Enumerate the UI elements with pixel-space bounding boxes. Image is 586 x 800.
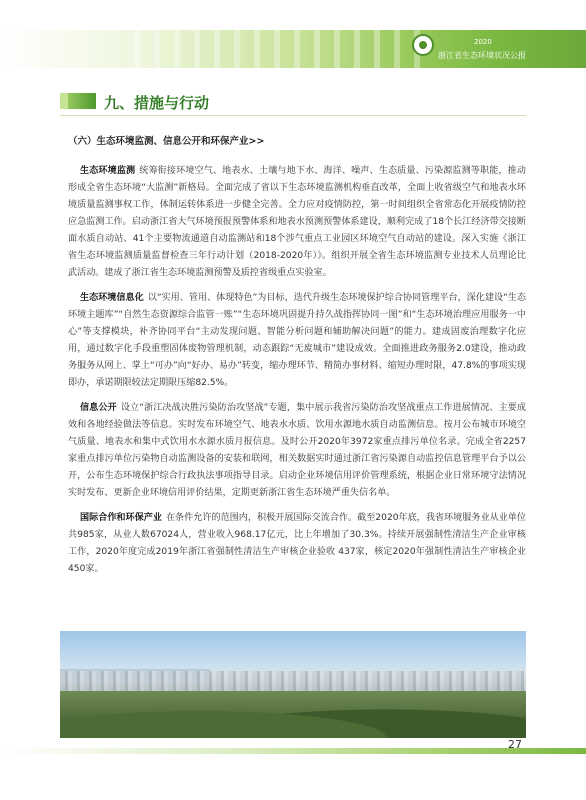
section-divider bbox=[60, 115, 526, 116]
paragraph-text: 统筹衔接环境空气、地表水、土壤与地下水、海洋、噪声、生态质量、污染源监测等职能，推动形成全省生态环境“大监测”新格局。全面完成了省以下生态环境监测机构垂直改革，全面上收省级空气和地表水环境质量监测事权工作，体制运转体系进一步健全完善。全力应对疫情防控，第一时间组织全省常态化开展疫情防控应急监测工作。启动浙江省大气环境预报预警体系和地表水预测预警体系建设，顺利完成了18个长江经济带交接断面水质自动站、41个主要物流通道自动监测站和18个涉气重点工业园区环境空气自动站的建设。深入实施《浙江省生态环境监测质量监督检查三年行动计划（2018-2020年）》。组织开展全省生态环境监测专业技术人员理论比武活动。建成了浙江省生态环境监测预警及质控省级重点实验室。 bbox=[68, 166, 526, 278]
paragraph-informatization bbox=[68, 290, 526, 392]
section-title: 九、措施与行动 bbox=[104, 94, 210, 112]
paragraph-text: 设立“浙江决战决胜污染防治攻坚战”专题，集中展示我省污染防治攻坚战重点工作进展情况、主要成效和各地经验做法等信息。实时发布环境空气、地表水水质、饮用水源地水质自动监测信息。按月公布城市环境空气质量、地表水和集中式饮用水水源水质月报信息。及时公开2020年3972家重点排污单位名录。完成全省2257家重点排污单位污染物自动监测设备的安装和联网，相关数据实时通过浙江省污染源自动监控信息管理平台予以公开，公布生态环境保护综合行政执法事项指导目录。启动企业环境信用评价管理系统，根据企业日常环境守法情况实时发布、更新企业环境信用评价结果，定期更新浙江省生态环境严重失信名单。 bbox=[68, 403, 526, 498]
photo-hills bbox=[60, 691, 526, 738]
section-title-bar bbox=[60, 93, 96, 109]
paragraph-text: 在条件允许的范围内，积极开展国际交流合作。截至2020年底，我省环境服务业从业单位共985家，从业人数67024人，营业收入968.17亿元，比上年增加了30.3%。持续开展强制性清洁生产企业审核工作，2020年度完成2019年浙江省强制性清洁生产审核企业验收 437家，核定2020年强制性清洁生产审核企业450家。 bbox=[68, 513, 526, 574]
paragraph-cooperation bbox=[68, 510, 526, 578]
paragraph-text: 以“实用、管用、体现特色”为目标，迭代升级生态环境保护综合协同管理平台，深化建设“生态环境主题库”“自然生态资源综合监管一账”“生态环境巩固提升持久战指挥协同一图”和“生态环境治理应用服务一中心”等支撑模块，补齐协同平台“主动发现问题、智能分析问题和辅助解决问题”的能力。建成固废治理数字化应用，通过数字化手段重塑固体废物管理机制，动态跟踪“无废城市”建设成效。全面推进政务服务2.0建设，推动政务服务从网上、掌上“可办”向“好办、易办”转变，缩办理环节、精简办事材料、缩短办理时限，47.8%的事项实现即办，承诺期限较法定期限压缩82.5%。 bbox=[68, 293, 526, 388]
subsection-title: （六）生态环境监测、信息公开和环保产业>> bbox=[68, 136, 265, 147]
paragraph-lead: 信息公开 bbox=[80, 403, 117, 413]
header-report-title: 浙江省生态环境状况公报 bbox=[438, 51, 526, 60]
body-text bbox=[68, 163, 526, 586]
page-number: 27 bbox=[508, 738, 522, 751]
footer-band bbox=[0, 748, 586, 754]
paragraph-disclosure bbox=[68, 400, 526, 502]
paragraph-lead: 生态环境监测 bbox=[80, 166, 136, 176]
city-landscape-photo bbox=[60, 631, 526, 738]
paragraph-monitoring bbox=[68, 163, 526, 282]
header-year: 2020 bbox=[474, 38, 492, 46]
paragraph-lead: 生态环境信息化 bbox=[80, 293, 144, 303]
paragraph-lead: 国际合作和环保产业 bbox=[80, 513, 162, 523]
environment-emblem-icon bbox=[412, 34, 434, 56]
header-stripes bbox=[120, 30, 420, 68]
